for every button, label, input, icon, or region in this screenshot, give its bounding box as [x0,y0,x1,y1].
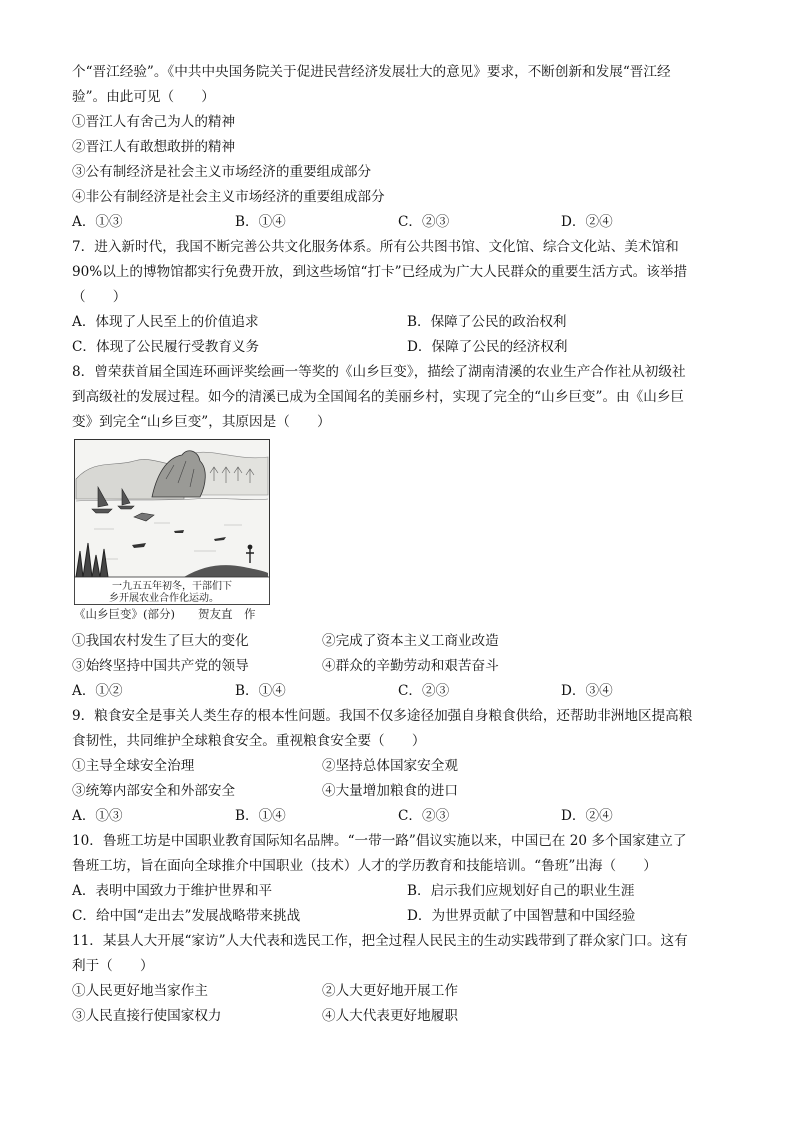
statement-items-row [72,779,724,804]
statement-item: ③公有制经济是社会主义市场经济的重要组成部分 [72,164,372,180]
statement-items-row [72,754,724,779]
answer-options-row [72,335,724,360]
statement-item: ④人大代表更好地履职 [322,1008,458,1024]
question-7 [72,235,724,360]
exam-page [72,60,724,1029]
question-stem-line: 11．某县人大开展“家访”人大代表和选民工作，把全过程人民民主的生动实践带到了群众家门口。这有 [72,933,688,949]
question-9 [72,704,724,829]
question-stem-line: 利于（ ） [72,958,154,974]
question-stem-line: 食韧性，共同维护全球粮食安全。重视粮食安全要（ ） [72,733,426,749]
question-stem-line: 9．粮食安全是事关人类生存的根本性问题。我国不仅多途径加强自身粮食供给，还帮助非洲地区提高粮 [72,708,693,724]
answer-options [72,804,724,829]
question-stem-line: （ ） [72,289,127,305]
statement-item: ①晋江人有舍己为人的精神 [72,114,236,130]
statement-item: ②完成了资本主义工商业改造 [322,633,499,649]
statement-item: ①人民更好地当家作主 [72,983,208,999]
option-c: C．体现了公民履行受教育义务 [72,339,260,355]
option-b: B．①④ [235,808,286,824]
option-d: D．③④ [561,683,613,699]
option-d: D．保障了公民的经济权利 [407,339,568,355]
statement-item: ③始终坚持中国共产党的领导 [72,658,249,674]
statement-item: ④非公有制经济是社会主义市场经济的重要组成部分 [72,189,385,205]
statement-items-row [72,979,724,1004]
question-10 [72,829,724,929]
question-8 [72,360,724,704]
illustration-figure [74,439,270,625]
option-c: C．②③ [398,808,450,824]
statement-item: ③人民直接行使国家权力 [72,1008,222,1024]
option-d: D．②④ [561,808,613,824]
question-stem-line: 变》到完全“山乡巨变”，其原因是（ ） [72,414,331,430]
option-b: B．①④ [235,683,286,699]
question-stem-line: 90%以上的博物馆都实行免费开放，到这些场馆“打卡”已经成为广大人民群众的重要生活方式。该举措 [72,264,688,280]
answer-options-row [72,310,724,335]
option-a: A．①③ [72,808,123,824]
landscape-illustration [74,439,270,605]
question-stem-line: 10．鲁班工坊是中国职业教育国际知名品牌。“一带一路”倡议实施以来，中国已在 20 多个国家建立了 [72,833,687,849]
option-d: D．为世界贡献了中国智慧和中国经验 [407,908,636,924]
question-stem-line: 7．进入新时代，我国不断完善公共文化服务体系。所有公共图书馆、文化馆、综合文化站、美术馆和 [72,239,679,255]
figure-caption: 《山乡巨变》(部分) 贺友直 作 [74,607,256,621]
question-stem-line: 到高级社的发展过程。如今的清溪已成为全国闻名的美丽乡村，实现了完全的“山乡巨变”。由《山乡巨 [72,389,685,405]
option-b: B．①④ [235,214,286,230]
statement-items-row [72,1004,724,1029]
answer-options-row [72,904,724,929]
option-c: C．②③ [398,214,450,230]
question-stem-line: 验”。由此可见（ ） [72,89,215,105]
question-stem-line: 个“晋江经验”。《中共中央国务院关于促进民营经济发展壮大的意见》要求，不断创新和发展“晋江经 [72,64,671,80]
image-caption-line: 乡开展农业合作化运动。 [109,593,219,604]
option-a: A．①③ [72,214,123,230]
question-6 [72,60,724,235]
statement-item: ②人大更好地开展工作 [322,983,458,999]
question-11 [72,929,724,1029]
image-caption-line: 一九五五年初冬，干部们下 [112,581,232,592]
question-stem-line: 8．曾荣获首届全国连环画评奖绘画一等奖的《山乡巨变》，描绘了湖南清溪的农业生产合作社从初级社 [72,364,686,380]
statement-item: ②晋江人有敢想敢拼的精神 [72,139,236,155]
option-b: B．保障了公民的政治权利 [407,314,567,330]
option-d: D．②④ [561,214,613,230]
option-c: C．②③ [398,683,450,699]
option-a: A．体现了人民至上的价值追求 [72,314,259,330]
statement-items-row [72,654,724,679]
answer-options [72,210,724,235]
answer-options-row [72,879,724,904]
question-stem-line: 鲁班工坊，旨在面向全球推介中国职业（技术）人才的学历教育和技能培训。“鲁班”出海（ ） [72,858,657,874]
option-b: B．启示我们应规划好自己的职业生涯 [407,883,635,899]
option-a: A．①② [72,683,123,699]
option-c: C．给中国“走出去”发展战略带来挑战 [72,908,301,924]
statement-item: ①主导全球安全治理 [72,758,195,774]
statement-item: ④群众的辛勤劳动和艰苦奋斗 [322,658,499,674]
option-a: A．表明中国致力于维护世界和平 [72,883,273,899]
statement-item: ①我国农村发生了巨大的变化 [72,633,249,649]
statement-item: ④大量增加粮食的进口 [322,783,458,799]
statement-item: ②坚持总体国家安全观 [322,758,458,774]
statement-item: ③统筹内部安全和外部安全 [72,783,236,799]
answer-options [72,679,724,704]
statement-items-row [72,629,724,654]
